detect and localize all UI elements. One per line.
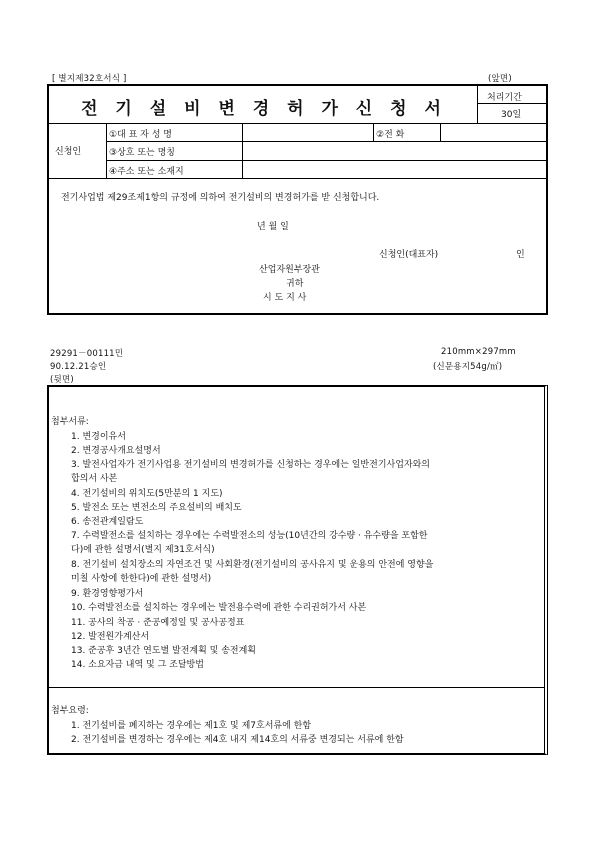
- attachments-title: 첨부서류:: [51, 417, 89, 427]
- address-field[interactable]: [243, 161, 547, 177]
- application-form-back: [47, 385, 548, 755]
- form-title: 전 기 설 비 변 경 허 가 신 청 서: [81, 99, 447, 119]
- trade-name-label: ③상호 또는 명칭: [109, 148, 175, 158]
- list-item: 12. 발전원가계산서: [71, 632, 150, 642]
- phone-field[interactable]: [441, 124, 547, 140]
- list-item: 2. 변경공사개요설명서: [71, 446, 161, 456]
- side-label-front: (앞면): [488, 74, 512, 84]
- list-item: 합의서 사본: [71, 474, 118, 484]
- date-line: 년 월 일: [257, 222, 289, 232]
- application-form-front: [47, 84, 548, 315]
- side-label-back: (뒷면): [50, 375, 74, 385]
- addressee-governor: 시 도 지 사: [263, 293, 307, 303]
- list-item: 11. 공사의 착공 · 준공예정일 및 공사공정표: [71, 618, 245, 628]
- representative-name-label: ①대 표 자 성 명: [109, 130, 172, 140]
- list-item: 8. 전기설비 설치장소의 자연조건 및 사회환경(전기설비의 공사유지 및 운용의 안전에 영향을: [71, 560, 434, 570]
- form-code: 29291－00111민: [50, 349, 124, 359]
- address-label: ④주소 또는 소재지: [109, 167, 184, 177]
- processing-period-label: 처리기간: [487, 93, 522, 103]
- list-item: 4. 전기설비의 위치도(5만분의 1 지도): [71, 489, 223, 499]
- list-item: 2. 전기설비를 변경하는 경우에는 제4호 내지 제14호의 서류중 변경되는 서류에 한함: [71, 735, 404, 745]
- form-number: [ 별지제32호서식 ]: [52, 74, 127, 84]
- honorific: 귀하: [286, 279, 304, 289]
- phone-label: ②전 화: [376, 130, 405, 140]
- list-item: 13. 준공후 3년간 연도별 발전계획 및 송전계획: [71, 646, 257, 656]
- list-item: 14. 소요자금 내역 및 그 조달방법: [71, 660, 204, 670]
- applicant-signature-label: 신청인(대표자): [379, 250, 439, 260]
- list-item: 5. 발전소 또는 변전소의 주요설비의 배치도: [71, 503, 242, 513]
- representative-name-field[interactable]: [243, 124, 372, 140]
- list-item: 미칠 사항에 한한다)에 관한 설명서): [71, 574, 212, 584]
- processing-period-value: 30일: [501, 110, 522, 120]
- paper-size: 210mm×297mm: [441, 347, 516, 357]
- list-item: 6. 송전관계일람도: [71, 517, 144, 527]
- approval-date: 90.12.21승인: [50, 362, 107, 372]
- list-item: 7. 수력발전소를 설치하는 경우에는 수력발전소의 성능(10년간의 강수량 · 유수량을 포함한: [71, 531, 428, 541]
- paper-type: (신문용지54g/㎡): [433, 362, 503, 372]
- notes-title: 첨부요령:: [51, 706, 89, 716]
- list-item: 1. 변경이유서: [71, 432, 126, 442]
- section-divider: [49, 687, 544, 688]
- application-statement: 전기사업법 제29조제1항의 규정에 의하여 전기설비의 변경허가를 받 신청합니다.: [61, 193, 380, 203]
- list-item: 3. 발전사업자가 전기사업용 전기설비의 변경허가를 신청하는 경우에는 일반전기사업자와의: [71, 460, 430, 470]
- list-item: 10. 수력발전소를 설치하는 경우에는 발전용수력에 관한 수리권허가서 사본: [71, 603, 367, 613]
- trade-name-field[interactable]: [243, 142, 547, 159]
- list-item: 1. 전기설비를 폐지하는 경우에는 제1호 및 제7호서류에 한함: [71, 721, 312, 731]
- applicant-label: 신청인: [55, 147, 82, 157]
- list-item: 9. 환경영향평가서: [71, 589, 144, 599]
- addressee-minister: 산업자원부장관: [259, 265, 320, 275]
- seal-mark: 인: [516, 250, 525, 260]
- list-item: 다)에 관한 설명서(별지 제31호서식): [71, 545, 215, 555]
